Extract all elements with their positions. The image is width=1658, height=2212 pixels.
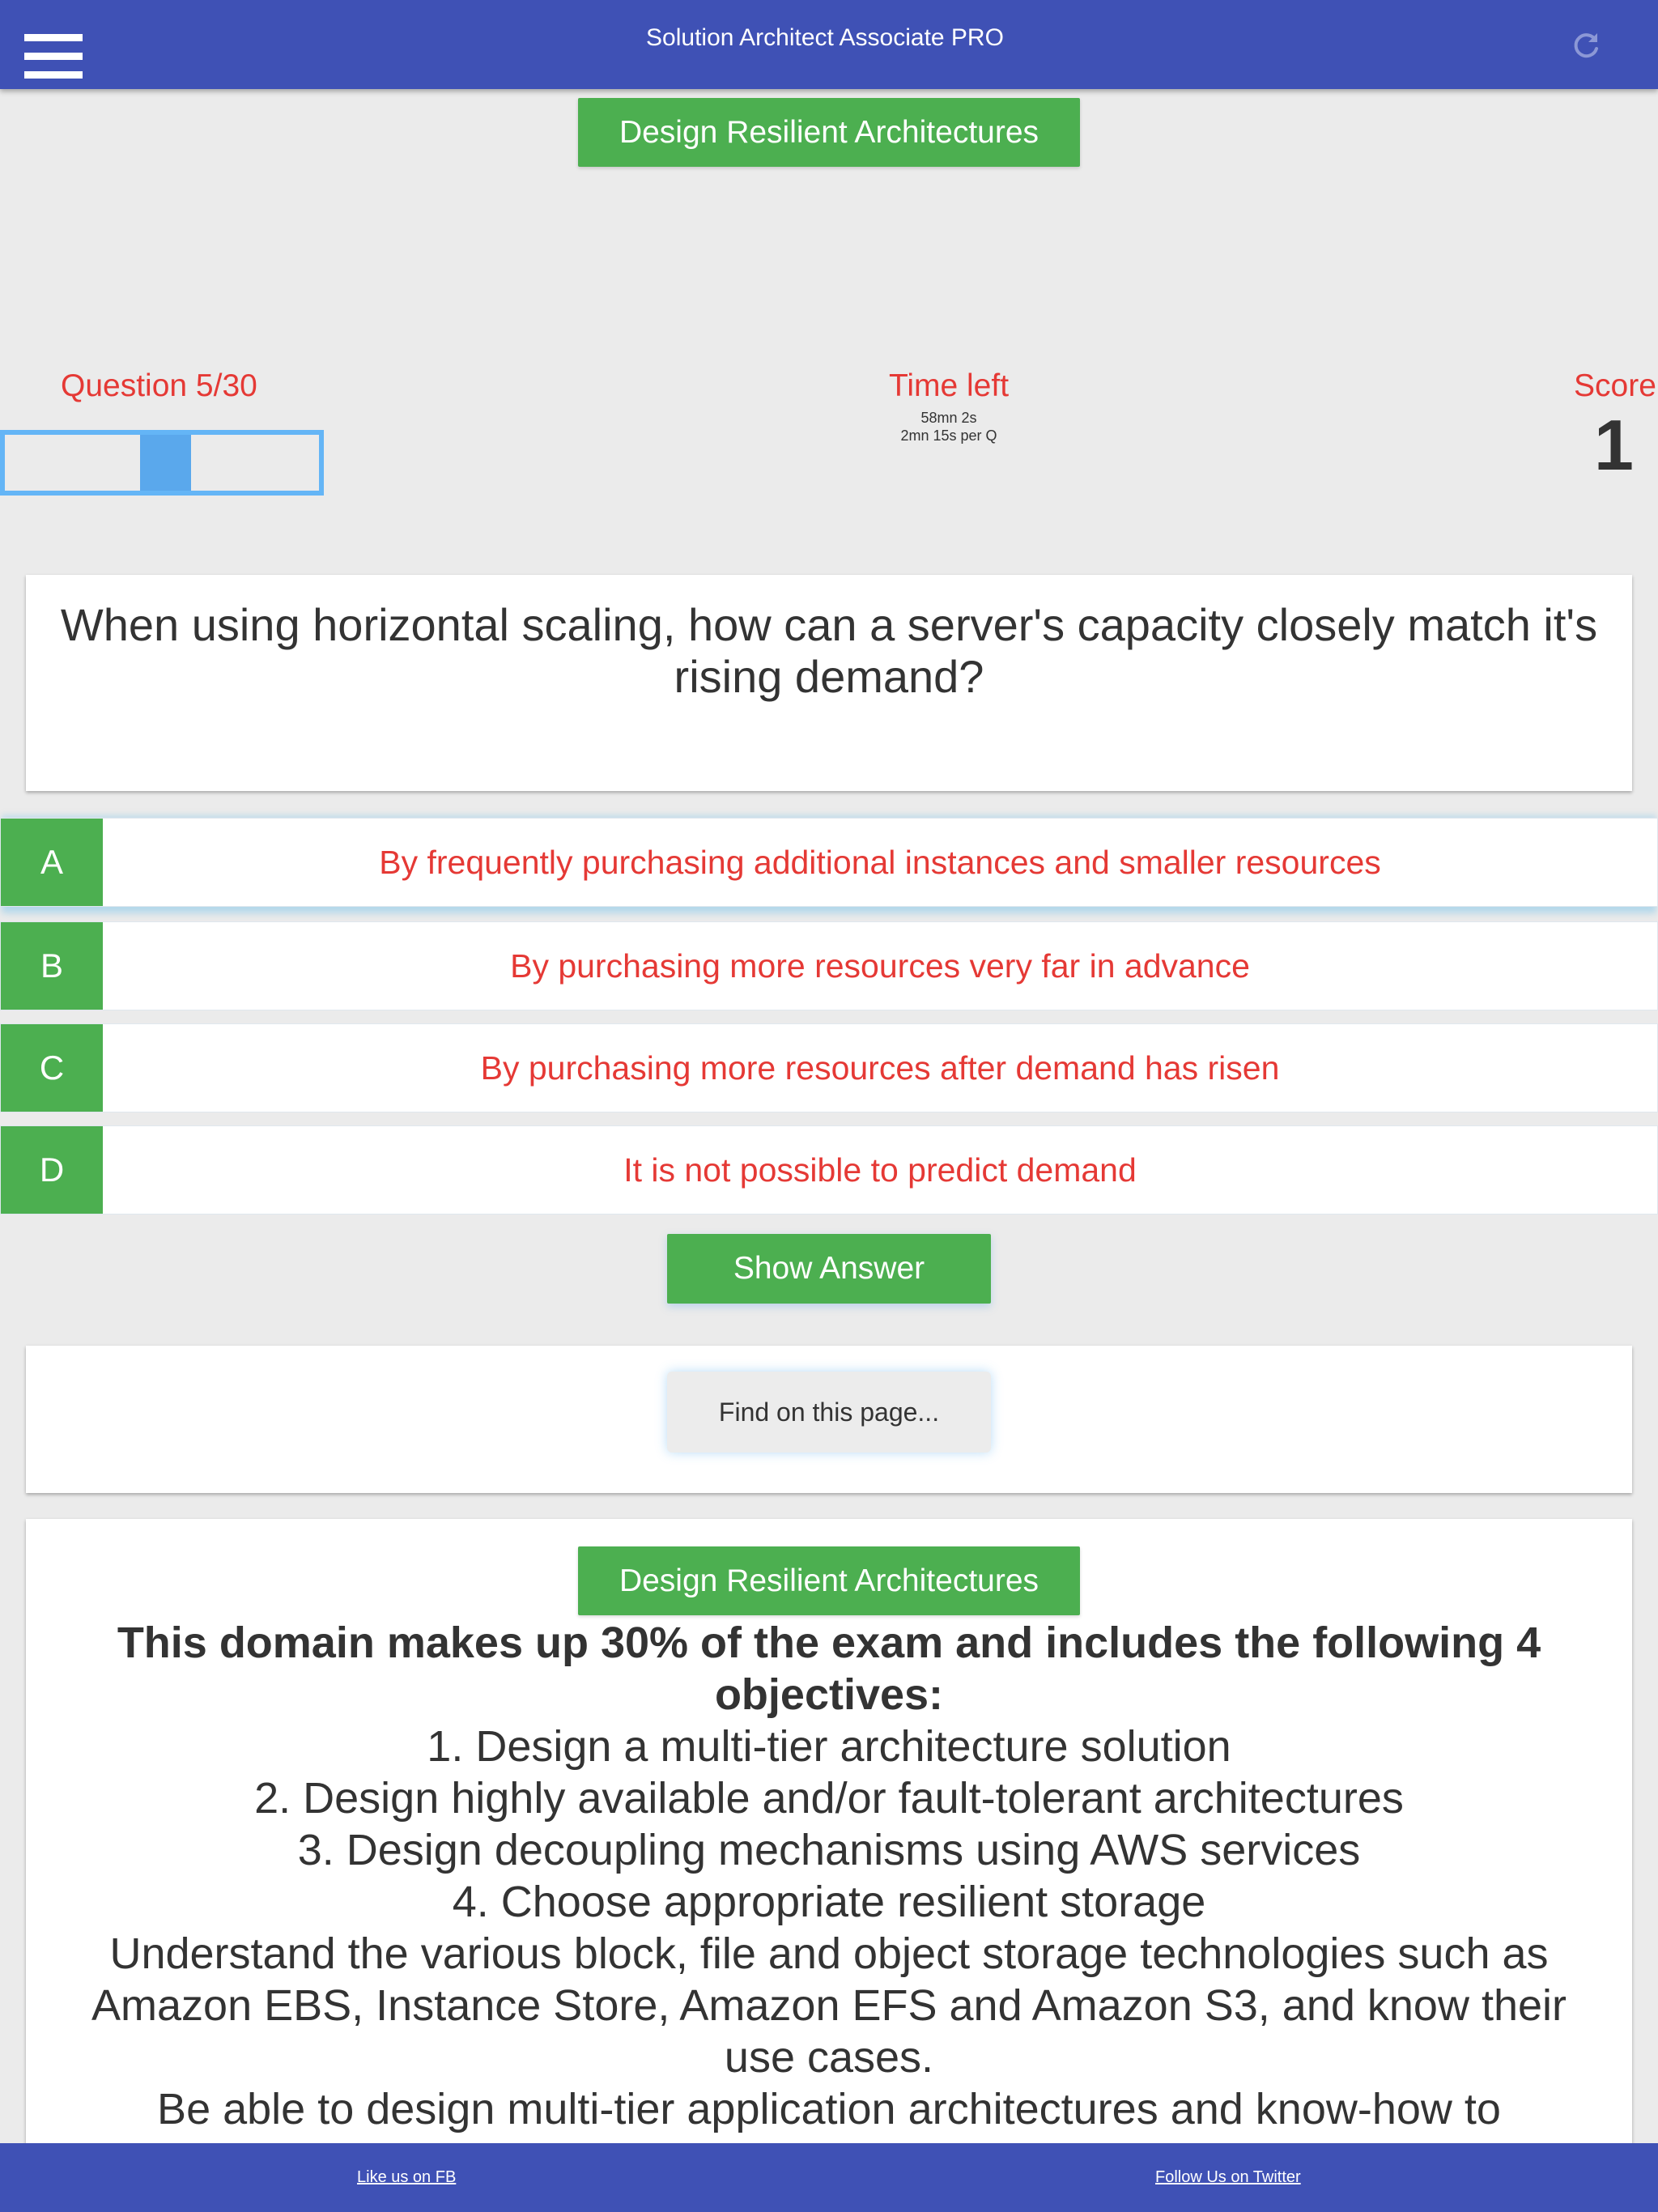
question-counter: Question 5/30: [61, 368, 257, 403]
time-left-label: Time left: [888, 368, 1010, 403]
answer-option-c[interactable]: [0, 1023, 1658, 1112]
domain-info-heading: This domain makes up 30% of the exam and includes the following 4 objectives:: [117, 1619, 1541, 1719]
answer-text: It is not possible to predict demand: [623, 1151, 1137, 1189]
objective-item: 2. Design highly available and/or fault-tolerant architectures: [254, 1774, 1404, 1823]
score-label: Score: [1574, 368, 1656, 403]
app-title: Solution Architect Associate PRO: [646, 24, 1004, 51]
show-answer-button[interactable]: Show Answer: [667, 1234, 991, 1304]
refresh-icon[interactable]: [1571, 29, 1603, 62]
info-paragraph: Understand the various block, file and object storage technologies such as Amazon EBS, Instance Store, Amazon EFS and Amazon S3, and know their use cases.: [91, 1929, 1567, 2082]
answer-text: By frequently purchasing additional instances and smaller resources: [379, 844, 1381, 881]
answer-letter: C: [1, 1024, 103, 1112]
answer-option-a[interactable]: [0, 818, 1658, 907]
category-info-button[interactable]: Design Resilient Architectures: [578, 1546, 1080, 1615]
facebook-link[interactable]: Like us on FB: [357, 2168, 457, 2186]
answer-option-d[interactable]: [0, 1125, 1658, 1214]
answer-letter: A: [1, 819, 103, 906]
question-progress-fill: [140, 435, 191, 491]
time-per-question: 2mn 15s per Q: [900, 428, 997, 444]
domain-info-card: [26, 1519, 1632, 2212]
time-remaining: 58mn 2s: [920, 410, 977, 426]
category-button[interactable]: Design Resilient Architectures: [578, 98, 1080, 167]
twitter-link[interactable]: Follow Us on Twitter: [1155, 2168, 1301, 2186]
answer-text: By purchasing more resources after demand has risen: [480, 1049, 1280, 1087]
objective-item: 1. Design a multi-tier architecture solution: [427, 1722, 1231, 1771]
domain-info-text: [50, 1617, 1608, 2135]
answer-option-b[interactable]: [0, 921, 1658, 1010]
find-on-page-button[interactable]: Find on this page...: [667, 1372, 991, 1453]
top-app-bar: [0, 0, 1658, 89]
score-value: 1: [1594, 405, 1634, 485]
bottom-bar: [0, 2143, 1658, 2212]
info-paragraph: Be able to design multi-tier application architectures and know-how to: [157, 2085, 1501, 2133]
answer-letter: D: [1, 1126, 103, 1214]
question-text: When using horizontal scaling, how can a server's capacity closely match it's rising demand?: [60, 599, 1598, 702]
find-card: [26, 1346, 1632, 1493]
question-progress-bar: [0, 430, 324, 496]
objective-item: 4. Choose appropriate resilient storage: [452, 1878, 1206, 1926]
question-card: [26, 575, 1632, 791]
time-left-details: [787, 409, 1111, 445]
answer-letter: B: [1, 922, 103, 1010]
objective-item: 3. Design decoupling mechanisms using AWS services: [297, 1826, 1361, 1874]
answer-text: By purchasing more resources very far in advance: [510, 947, 1250, 985]
